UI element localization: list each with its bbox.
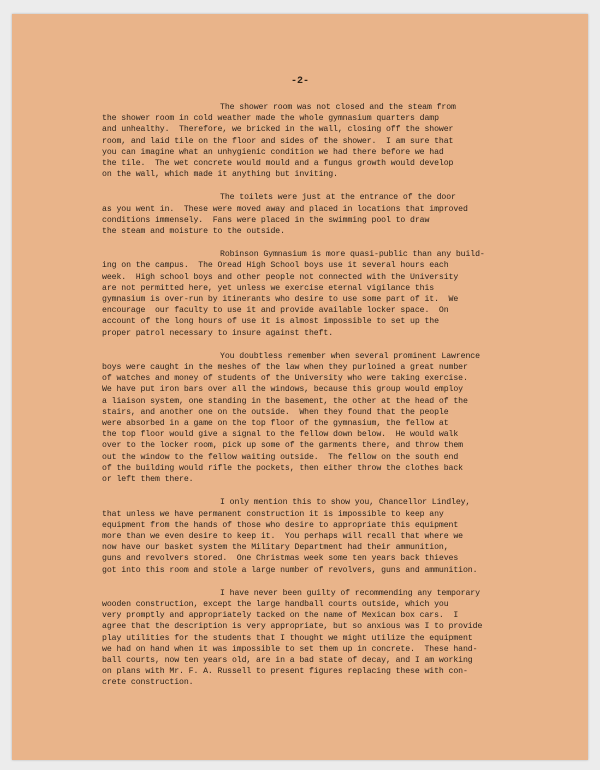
text-line: We have put iron bars over all the windows, because this group would employ [102, 385, 463, 395]
text-line: Robinson Gymnasium is more quasi-public than any build- [220, 250, 485, 260]
text-line: more than we even desire to keep it. You perhaps will recall that where we [102, 531, 463, 541]
text-line: or left them there. [102, 475, 194, 485]
text-line: of the building would rifle the pockets, then either throw the clothes back [102, 463, 463, 473]
text-line: as you went in. These were moved away and placed in locations that improved [102, 204, 468, 214]
text-line: play utilities for the students that I thought we might utilize the equipment [102, 633, 473, 643]
text-line: ing on the campus. The Oread High School boys use it several hours each [102, 261, 449, 271]
text-line: the steam and moisture to the outside. [102, 227, 285, 237]
text-line: we had on hand when it was impossible to set them up in concrete. These hand- [102, 644, 478, 654]
text-line: The toilets were just at the entrance of the door [220, 193, 456, 203]
text-line: conditions immensely. Fans were placed in the swimming pool to draw [102, 215, 430, 225]
text-line: week. High school boys and other people not connected with the University [102, 272, 459, 282]
paragraph [102, 192, 568, 237]
text-line: equipment from the hands of those who desire to appropriate this equipment [102, 520, 459, 530]
text-line: stairs, and another one on the outside. When they found that the people [102, 407, 449, 417]
text-line: account of the long hours of use it is almost impossible to set up the [102, 317, 439, 327]
text-line: the shower room in cold weather made the whole gymnasium quarters damp [102, 114, 439, 124]
text-line: the tile. The wet concrete would mould and a fungus growth would develop [102, 159, 454, 169]
text-line: proper patrol necessary to insure against theft. [102, 328, 334, 338]
document-page [12, 14, 588, 760]
text-line: over to the locker room, pick up some of the garments there, and throw them [102, 441, 463, 451]
text-line: on the wall, which made it anything but inviting. [102, 170, 338, 180]
text-line: and unhealthy. Therefore, we bricked in the wall, closing off the shower [102, 125, 454, 135]
text-line: room, and laid tile on the floor and sides of the shower. I am sure that [102, 136, 454, 146]
text-line: ball courts, now ten years old, are in a bad state of decay, and I am working [102, 655, 473, 665]
paragraph [102, 588, 568, 689]
text-line: got into this room and stole a large number of revolvers, guns and ammunition. [102, 565, 478, 575]
text-line: You doubtless remember when several prominent Lawrence [220, 351, 480, 361]
text-line: you can imagine what an unhygienic condition we had there before we had [102, 147, 444, 157]
text-line: I have never been guilty of recommending any temporary [220, 588, 480, 598]
text-line: now have our basket system the Military Department had their ammunition, [102, 543, 449, 553]
text-line: agree that the description is very appropriate, but so anxious was I to provide [102, 622, 483, 632]
paragraph [102, 497, 568, 575]
text-line: a liaison system, one standing in the basement, the other at the head of the [102, 396, 468, 406]
text-line: wooden construction, except the large handball courts outside, which you [102, 599, 449, 609]
text-line: gymnasium is over-run by itinerants who desire to use some part of it. We [102, 295, 459, 305]
paragraph [102, 351, 568, 485]
page-number: -2- [290, 76, 309, 87]
paragraph [102, 249, 568, 339]
text-line: are not permitted here, yet unless we exercise eternal vigilance this [102, 283, 435, 293]
text-line: I only mention this to show you, Chancellor Lindley, [220, 498, 471, 508]
text-line: boys were caught in the meshes of the law when they purloined a great number [102, 363, 468, 373]
text-line: on plans with Mr. F. A. Russell to present figures replacing these with con- [102, 667, 468, 677]
text-line: guns and revolvers stored. One Christmas week some ten years back thieves [102, 554, 459, 564]
text-line: that unless we have permanent construction it is impossible to keep any [102, 509, 444, 519]
paragraph [102, 102, 568, 180]
text-line: The shower room was not closed and the steam from [220, 103, 456, 112]
text-line: very promptly and appropriately tacked on the name of Mexican box cars. I [102, 611, 459, 621]
text-line: encourage our faculty to use it and provide available locker space. On [102, 306, 449, 316]
text-line: were absorbed in a game on the top floor of the gymnasium, the fellow at [102, 419, 449, 429]
text-line: the top floor would give a signal to the fellow down below. He would walk [102, 430, 459, 440]
text-line: of watches and money of students of the University who were taking exercise. [102, 374, 468, 384]
letter-body [102, 102, 568, 701]
text-line: out the window to the fellow waiting outside. The fellow on the south end [102, 452, 459, 462]
text-line: crete construction. [102, 678, 194, 688]
